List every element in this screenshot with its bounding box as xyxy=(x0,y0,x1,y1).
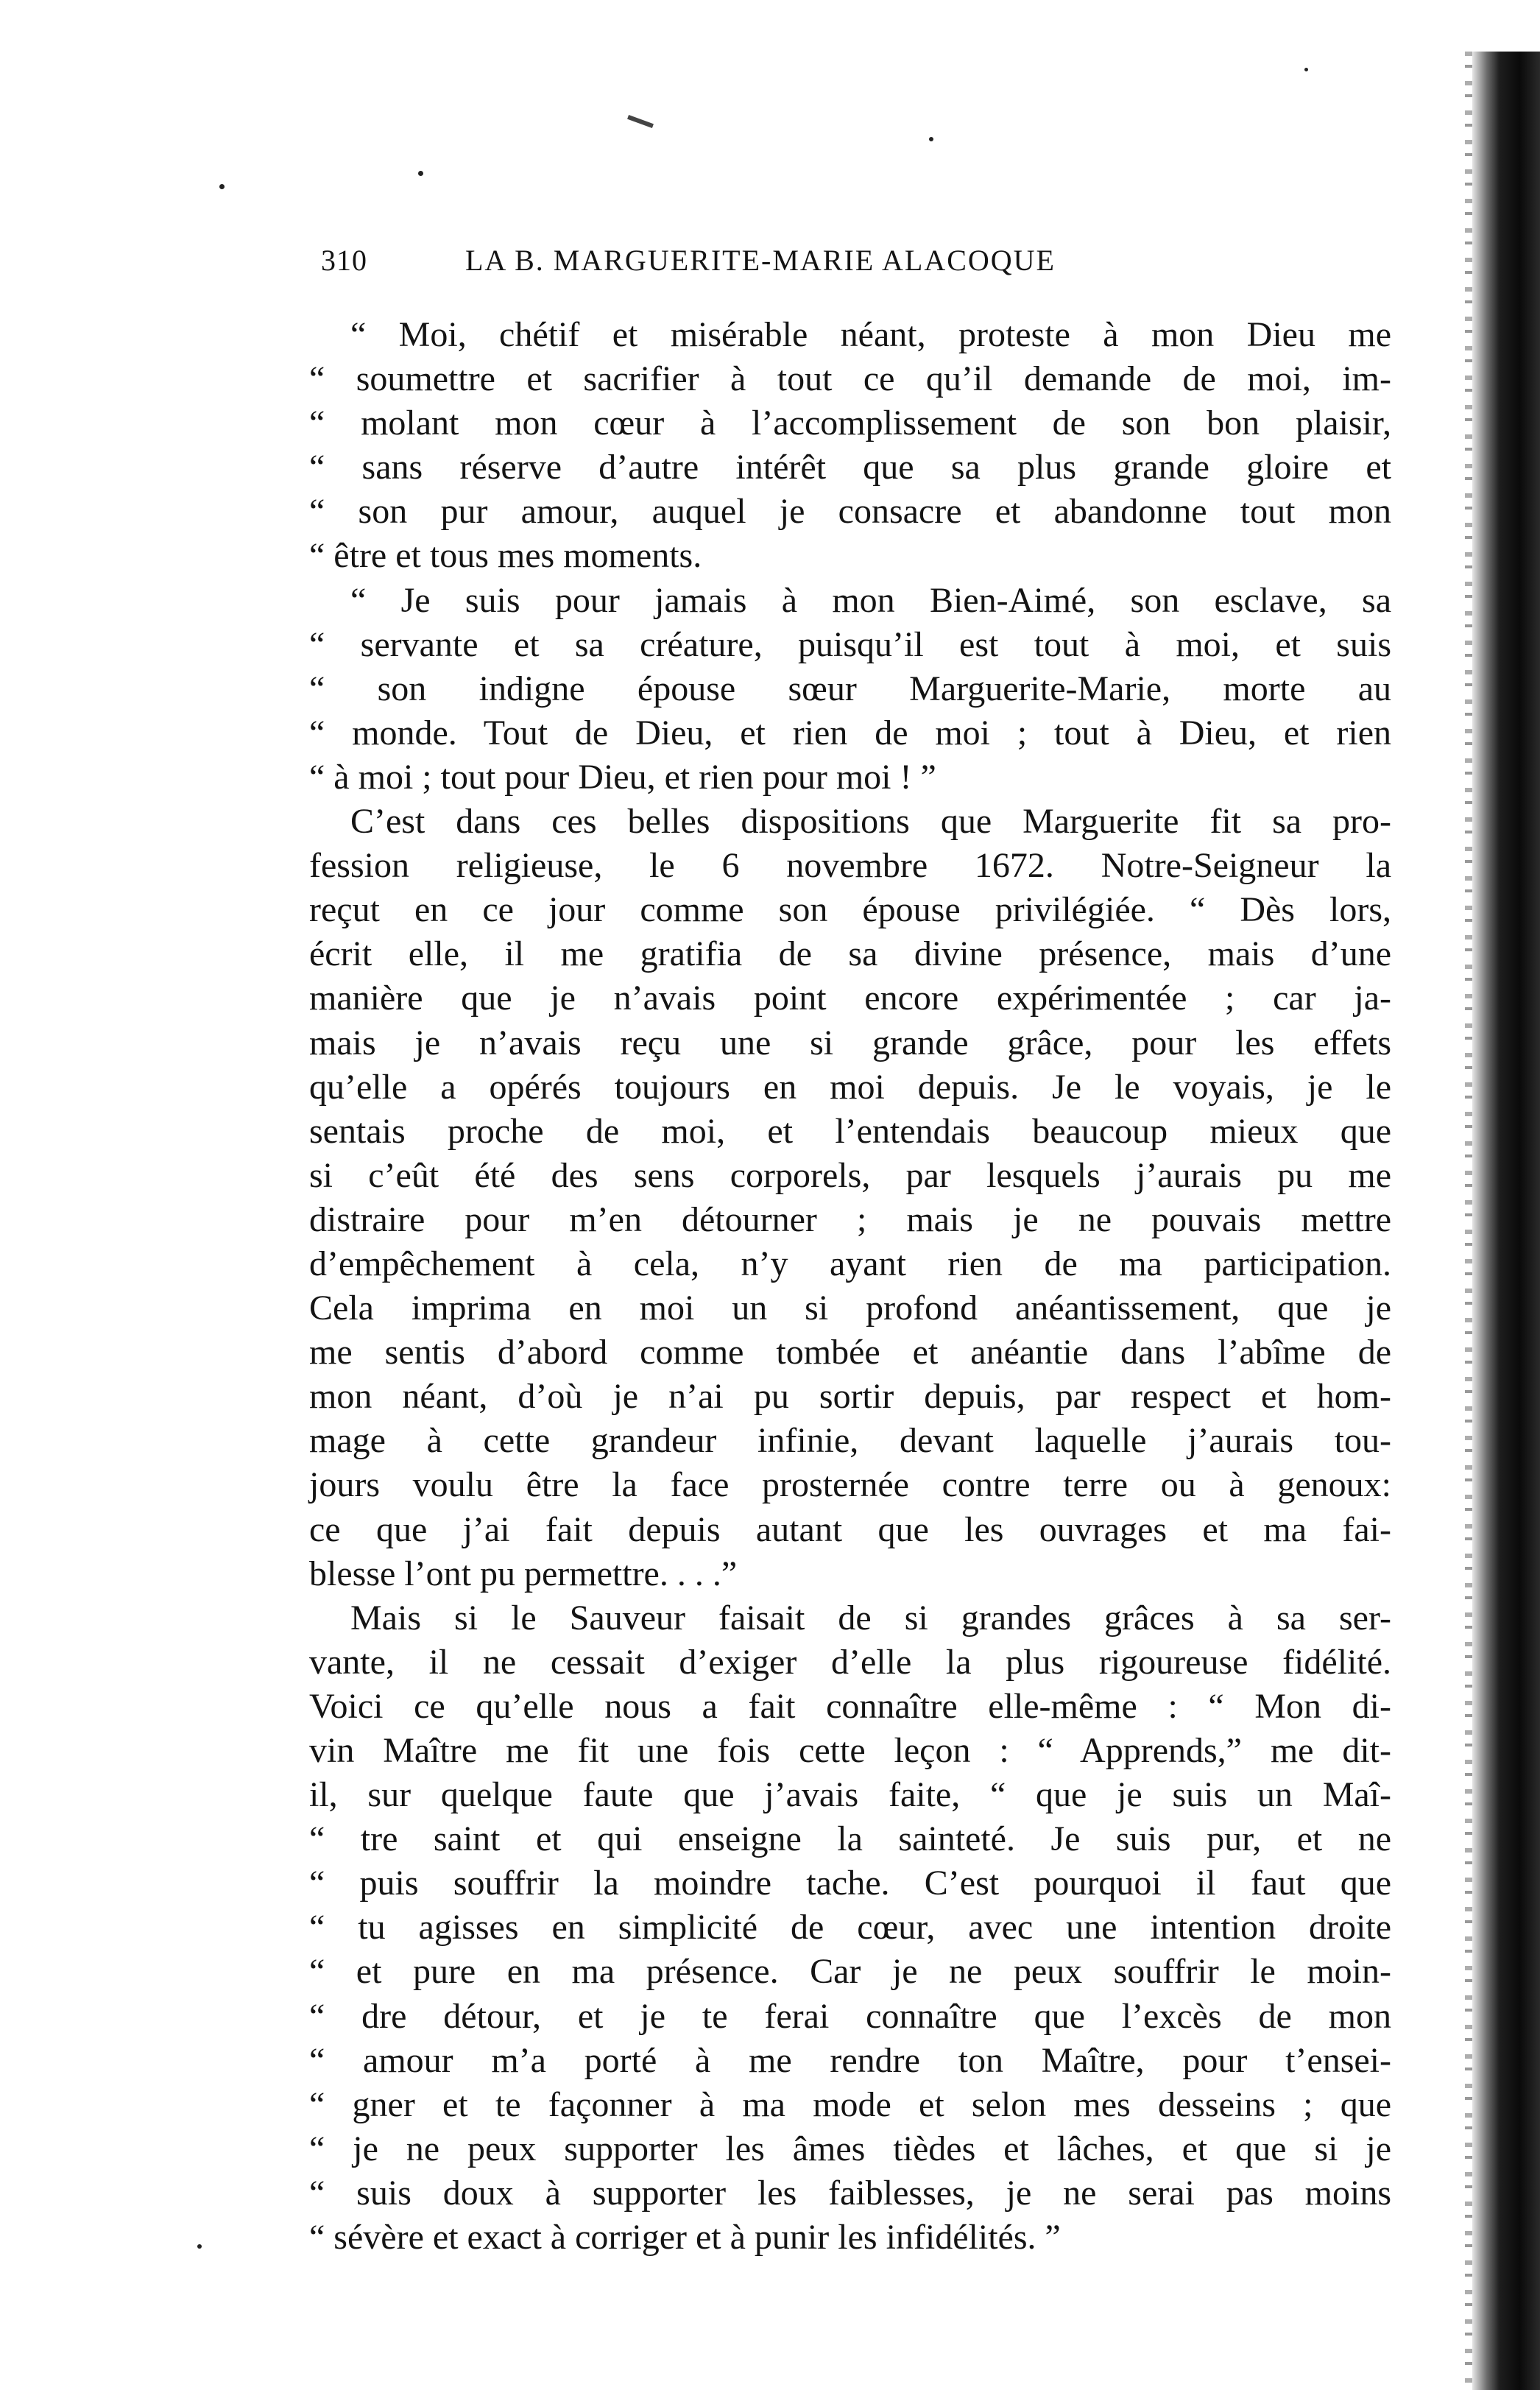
text-line: “ monde. Tout de Dieu, et rien de moi ; tout à Dieu, et rien xyxy=(309,713,1391,752)
text-line: “ son pur amour, auquel je consacre et abandonne tout mon xyxy=(309,492,1391,532)
text-line: Cela imprima en moi un si profond anéantissement, que je xyxy=(309,1289,1391,1328)
text-line: me sentis d’abord comme tombée et anéantie dans l’abîme de xyxy=(309,1333,1391,1372)
text-line: “ molant mon cœur à l’accomplissement de son bon plaisir, xyxy=(309,403,1391,443)
text-line: “ Moi, chétif et misérable néant, proteste à mon Dieu me xyxy=(350,315,1391,354)
text-line: “ amour m’a porté à me rendre ton Maître, pour t’ensei- xyxy=(309,2040,1391,2080)
text-line: “ puis souffrir la moindre tache. C’est pourquoi il faut que xyxy=(309,1864,1391,1903)
text-line: “ servante et sa créature, puisqu’il est tout à moi, et suis xyxy=(309,624,1391,664)
page-edge-shadow xyxy=(1472,52,1540,2390)
running-title: LA B. MARGUERITE-MARIE ALACOQUE xyxy=(465,244,1056,277)
scan-speck xyxy=(197,2244,202,2249)
text-line: “ sans réserve d’autre intérêt que sa plus grande gloire et xyxy=(309,448,1391,487)
text-line: C’est dans ces belles dispositions que Marguerite fit sa pro- xyxy=(350,802,1391,842)
scan-speck xyxy=(1304,68,1308,71)
text-line: “ je ne peux supporter les âmes tièdes et lâches, et que si je xyxy=(309,2129,1391,2168)
text-line: d’empêchement à cela, n’y ayant rien de ma participation. xyxy=(309,1244,1391,1283)
text-line: il, sur quelque faute que j’avais faite, “ que je suis un Maî- xyxy=(309,1775,1391,1815)
body-text xyxy=(309,313,1391,2260)
text-line: “ gner et te façonner à ma mode et selon mes desseins ; que xyxy=(309,2084,1391,2124)
text-line: vante, il ne cessait d’exiger d’elle la plus rigoureuse fidélité. xyxy=(309,1642,1391,1682)
scan-speck xyxy=(418,171,423,176)
text-line: reçut en ce jour comme son épouse privilégiée. “ Dès lors, xyxy=(309,890,1391,930)
scan-speck xyxy=(219,184,225,189)
text-line: qu’elle a opérés toujours en moi depuis. Je le voyais, je le xyxy=(309,1067,1391,1107)
text-line: jours voulu être la face prosternée contre terre ou à genoux: xyxy=(309,1465,1391,1505)
page-header xyxy=(321,243,1366,287)
text-line: si c’eût été des sens corporels, par lesquels j’aurais pu me xyxy=(309,1155,1391,1195)
text-line: manière que je n’avais point encore expérimentée ; car ja- xyxy=(309,979,1391,1018)
text-line: “ soumettre et sacrifier à tout ce qu’il demande de moi, im- xyxy=(309,359,1391,399)
text-line: mais je n’avais reçu une si grande grâce, pour les effets xyxy=(309,1023,1391,1062)
text-line: distraire pour m’en détourner ; mais je ne pouvais mettre xyxy=(309,1199,1391,1239)
text-line: fession religieuse, le 6 novembre 1672. Notre-Seigneur la xyxy=(309,846,1391,886)
text-line: mon néant, d’où je n’ai pu sortir depuis, par respect et hom- xyxy=(309,1377,1391,1417)
text-line: “ tre saint et qui enseigne la sainteté. Je suis pur, et ne xyxy=(309,1819,1391,1859)
text-line: “ sévère et exact à corriger et à punir les infidélités. ” xyxy=(309,2218,1061,2257)
text-line: “ être et tous mes moments. xyxy=(309,536,702,576)
text-line: blesse l’ont pu permettre. . . .” xyxy=(309,1554,738,1593)
text-line: “ dre détour, et je te ferai connaître que l’excès de mon xyxy=(309,1996,1391,2036)
page-number: 310 xyxy=(321,244,367,277)
text-line: Mais si le Sauveur faisait de si grandes grâces à sa ser- xyxy=(350,1598,1391,1638)
text-line: écrit elle, il me gratifia de sa divine présence, mais d’une xyxy=(309,934,1391,974)
text-line: vin Maître me fit une fois cette leçon : “ Apprends,” me dit- xyxy=(309,1731,1391,1770)
text-line: ce que j’ai fait depuis autant que les ouvrages et ma fai- xyxy=(309,1509,1391,1549)
scan-speck xyxy=(929,137,933,141)
text-line: “ Je suis pour jamais à mon Bien-Aimé, son esclave, sa xyxy=(350,580,1391,620)
scan-mark xyxy=(627,115,654,128)
text-line: mage à cette grandeur infinie, devant laquelle j’aurais tou- xyxy=(309,1421,1391,1461)
text-line: “ suis doux à supporter les faiblesses, je ne serai pas moins xyxy=(309,2173,1391,2213)
text-line: Voici ce qu’elle nous a fait connaître elle-même : “ Mon di- xyxy=(309,1686,1391,1726)
text-line: “ son indigne épouse sœur Marguerite-Marie, morte au xyxy=(309,669,1391,708)
text-line: sentais proche de moi, et l’entendais beaucoup mieux que xyxy=(309,1111,1391,1151)
text-line: “ à moi ; tout pour Dieu, et rien pour moi ! ” xyxy=(309,757,936,797)
text-line: “ et pure en ma présence. Car je ne peux souffrir le moin- xyxy=(309,1952,1391,1992)
text-line: “ tu agisses en simplicité de cœur, avec une intention droite xyxy=(309,1908,1391,1947)
